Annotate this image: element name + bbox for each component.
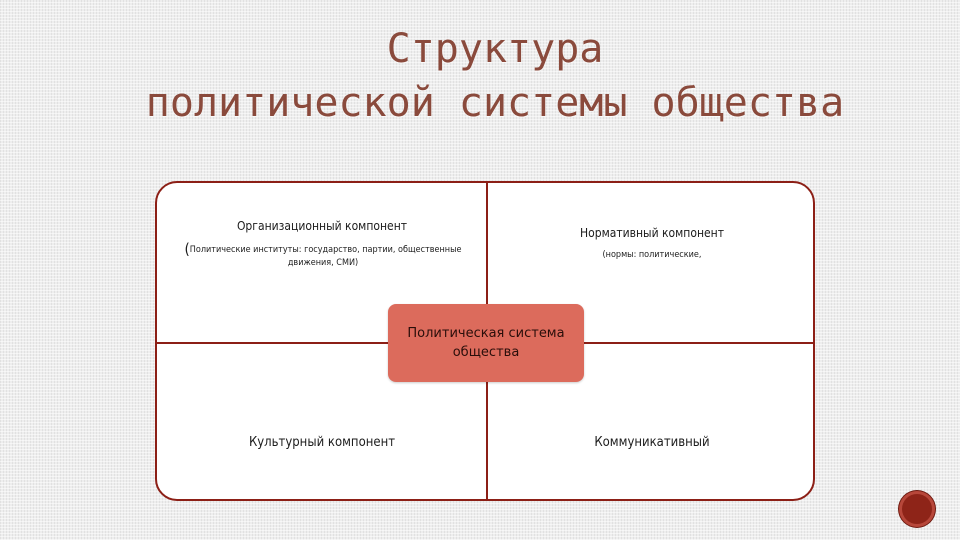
slide-title [0, 22, 960, 130]
normative-component-title: Нормативный компонент [579, 226, 725, 240]
communicative-component-title: Коммуникативный [594, 435, 710, 450]
organizational-component-description-text: Политические институты: государство, партии, общественные движения, СМИ) [189, 245, 462, 268]
normative-component-description: (нормы: политические, [602, 250, 702, 260]
center-node-label: Политическая система общества [407, 326, 565, 360]
page-badge-icon [899, 491, 935, 527]
organizational-component-description [173, 240, 473, 270]
organizational-component-title: Организационный компонент [236, 219, 408, 233]
opening-parenthesis: ( [184, 240, 190, 258]
cultural-component-title: Культурный компонент [248, 435, 396, 450]
slide-title-line-1: Структура [386, 26, 604, 72]
slide-title-line-2: политической системы общества [145, 80, 845, 126]
center-node-political-system [388, 304, 584, 382]
